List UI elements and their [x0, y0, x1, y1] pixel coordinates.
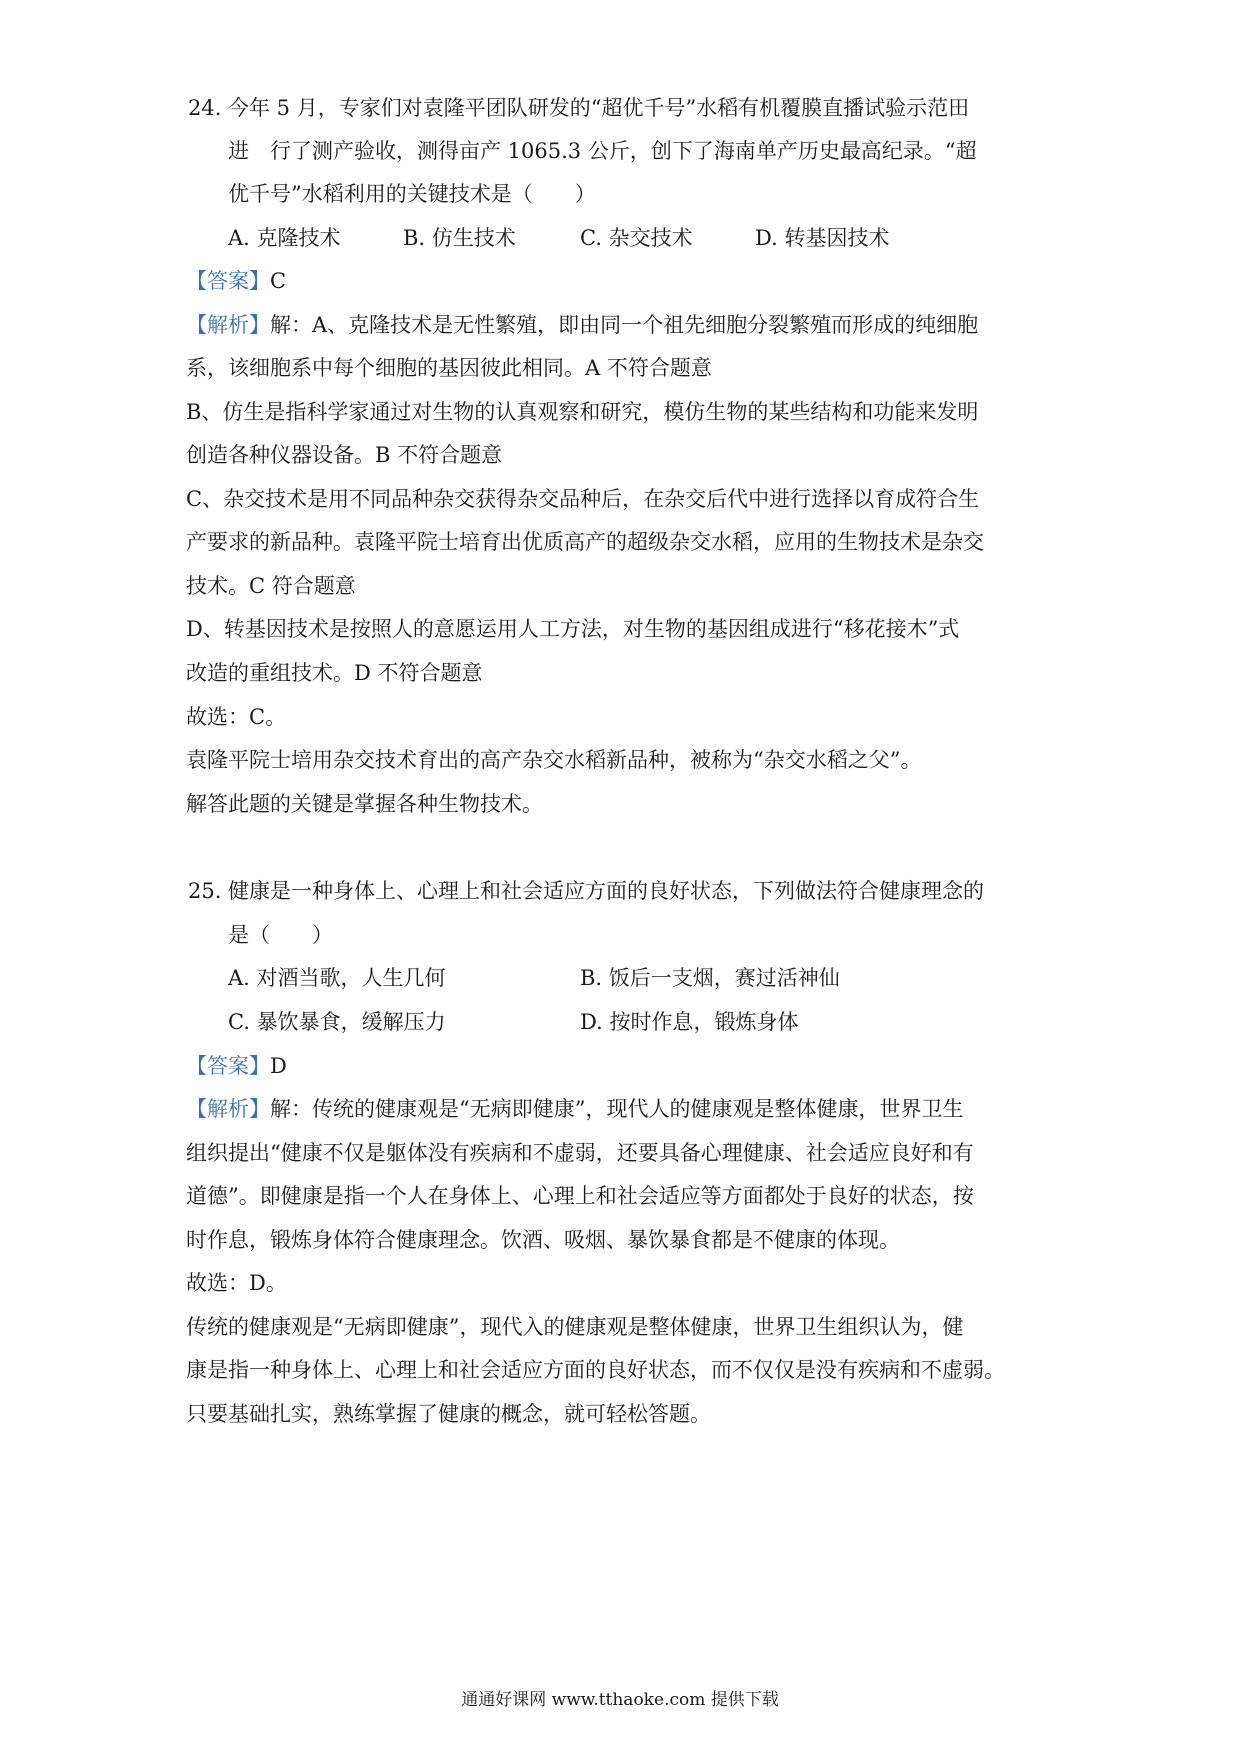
question-24-option-c: C. 杂交技术 [580, 226, 693, 250]
analysis-tag: 【解析】 [186, 1097, 270, 1121]
question-25-analysis-line: 只要基础扎实，熟练掌握了健康的概念，就可轻松答题。 [186, 1402, 711, 1426]
answer-tag: 【答案】 [186, 269, 270, 293]
question-24-analysis-line: 产要求的新品种。袁隆平院士培育出优质高产的超级杂交水稻，应用的生物技术是杂交 [186, 530, 984, 554]
question-25-option-b: B. 饭后一支烟，赛过活神仙 [580, 966, 840, 990]
question-25-stem-line: 是（ ） [228, 923, 333, 947]
question-24-stem-line: 今年 5 月，专家们对袁隆平团队研发的“超优千号”水稻有机覆膜直播试验示范田 [228, 96, 970, 120]
footer-source: 通通好课网 www.tthaoke.com 提供下载 [461, 1690, 779, 1710]
question-25-analysis-line: 传统的健康观是“无病即健康”，现代入的健康观是整体健康，世界卫生组织认为，健 [186, 1315, 964, 1339]
question-25-analysis-line: 时作息，锻炼身体符合健康理念。饮酒、吸烟、暴饮暴食都是不健康的体现。 [186, 1228, 900, 1252]
answer-value: D [270, 1054, 287, 1078]
question-25-answer [186, 1051, 287, 1081]
question-25-stem-line: 健康是一种身体上、心理上和社会适应方面的良好状态，下列做法符合健康理念的 [228, 879, 984, 903]
question-24-option-a: A. 克隆技术 [228, 226, 341, 250]
question-25-number: 25. [188, 879, 222, 903]
analysis-tag: 【解析】 [186, 313, 270, 337]
question-24-stem-line: 优千号”水稻利用的关键技术是（ ） [228, 182, 596, 206]
question-24-analysis-line: 故选：C。 [186, 705, 287, 729]
question-24-analysis-line: 改造的重组技术。D 不符合题意 [186, 661, 483, 685]
question-24-analysis-line: 创造各种仪器设备。B 不符合题意 [186, 443, 503, 467]
question-25-analysis-line: 组织提出“健康不仅是躯体没有疾病和不虚弱，还要具备心理健康、社会适应良好和有 [186, 1141, 974, 1165]
question-24-analysis-line: 技术。C 符合题意 [186, 574, 356, 598]
question-24-analysis-line: D、转基因技术是按照人的意愿运用人工方法，对生物的基因组成进行“移花接木”式 [186, 617, 960, 641]
question-24-number: 24. [188, 96, 222, 120]
question-24-analysis-line: 袁隆平院士培用杂交技术育出的高产杂交水稻新品种，被称为“杂交水稻之父”。 [186, 748, 922, 772]
question-25-analysis-line: 道德”。即健康是指一个人在身体上、心理上和社会适应等方面都处于良好的状态，按 [186, 1184, 974, 1208]
answer-value: C [270, 269, 287, 293]
question-24-option-b: B. 仿生技术 [403, 226, 516, 250]
question-24-analysis-line: C、杂交技术是用不同品种杂交获得杂交品种后，在杂交后代中进行选择以育成符合生 [186, 487, 980, 511]
analysis-text: 解：传统的健康观是“无病即健康”，现代人的健康观是整体健康，世界卫生 [270, 1097, 964, 1121]
question-25-option-c: C. 暴饮暴食，缓解压力 [228, 1010, 446, 1034]
question-24-analysis-line: 解答此题的关键是掌握各种生物技术。 [186, 792, 543, 816]
question-24-analysis-line: B、仿生是指科学家通过对生物的认真观察和研究，模仿生物的某些结构和功能来发明 [186, 400, 979, 424]
question-25-analysis-line: 康是指一种身体上、心理上和社会适应方面的良好状态，而不仅仅是没有疾病和不虚弱。 [186, 1358, 1005, 1382]
question-25-option-a: A. 对酒当歌，人生几何 [228, 966, 446, 990]
question-24-analysis-line: 系，该细胞系中每个细胞的基因彼此相同。A 不符合题意 [186, 356, 712, 380]
question-24-answer [186, 266, 286, 296]
question-24-stem-line: 进 行了测产验收，测得亩产 1065.3 公斤，创下了海南单产历史最高纪录。“超 [228, 139, 977, 163]
question-25-analysis-line: 故选：D。 [186, 1271, 287, 1295]
question-25-option-d: D. 按时作息，锻炼身体 [580, 1010, 799, 1034]
answer-tag: 【答案】 [186, 1054, 270, 1078]
question-24-option-d: D. 转基因技术 [755, 226, 890, 250]
question-24-analysis-line [186, 310, 978, 340]
analysis-text: 解：A、克隆技术是无性繁殖，即由同一个祖先细胞分裂繁殖而形成的纯细胞 [270, 313, 979, 337]
question-25-analysis-line [186, 1094, 963, 1124]
